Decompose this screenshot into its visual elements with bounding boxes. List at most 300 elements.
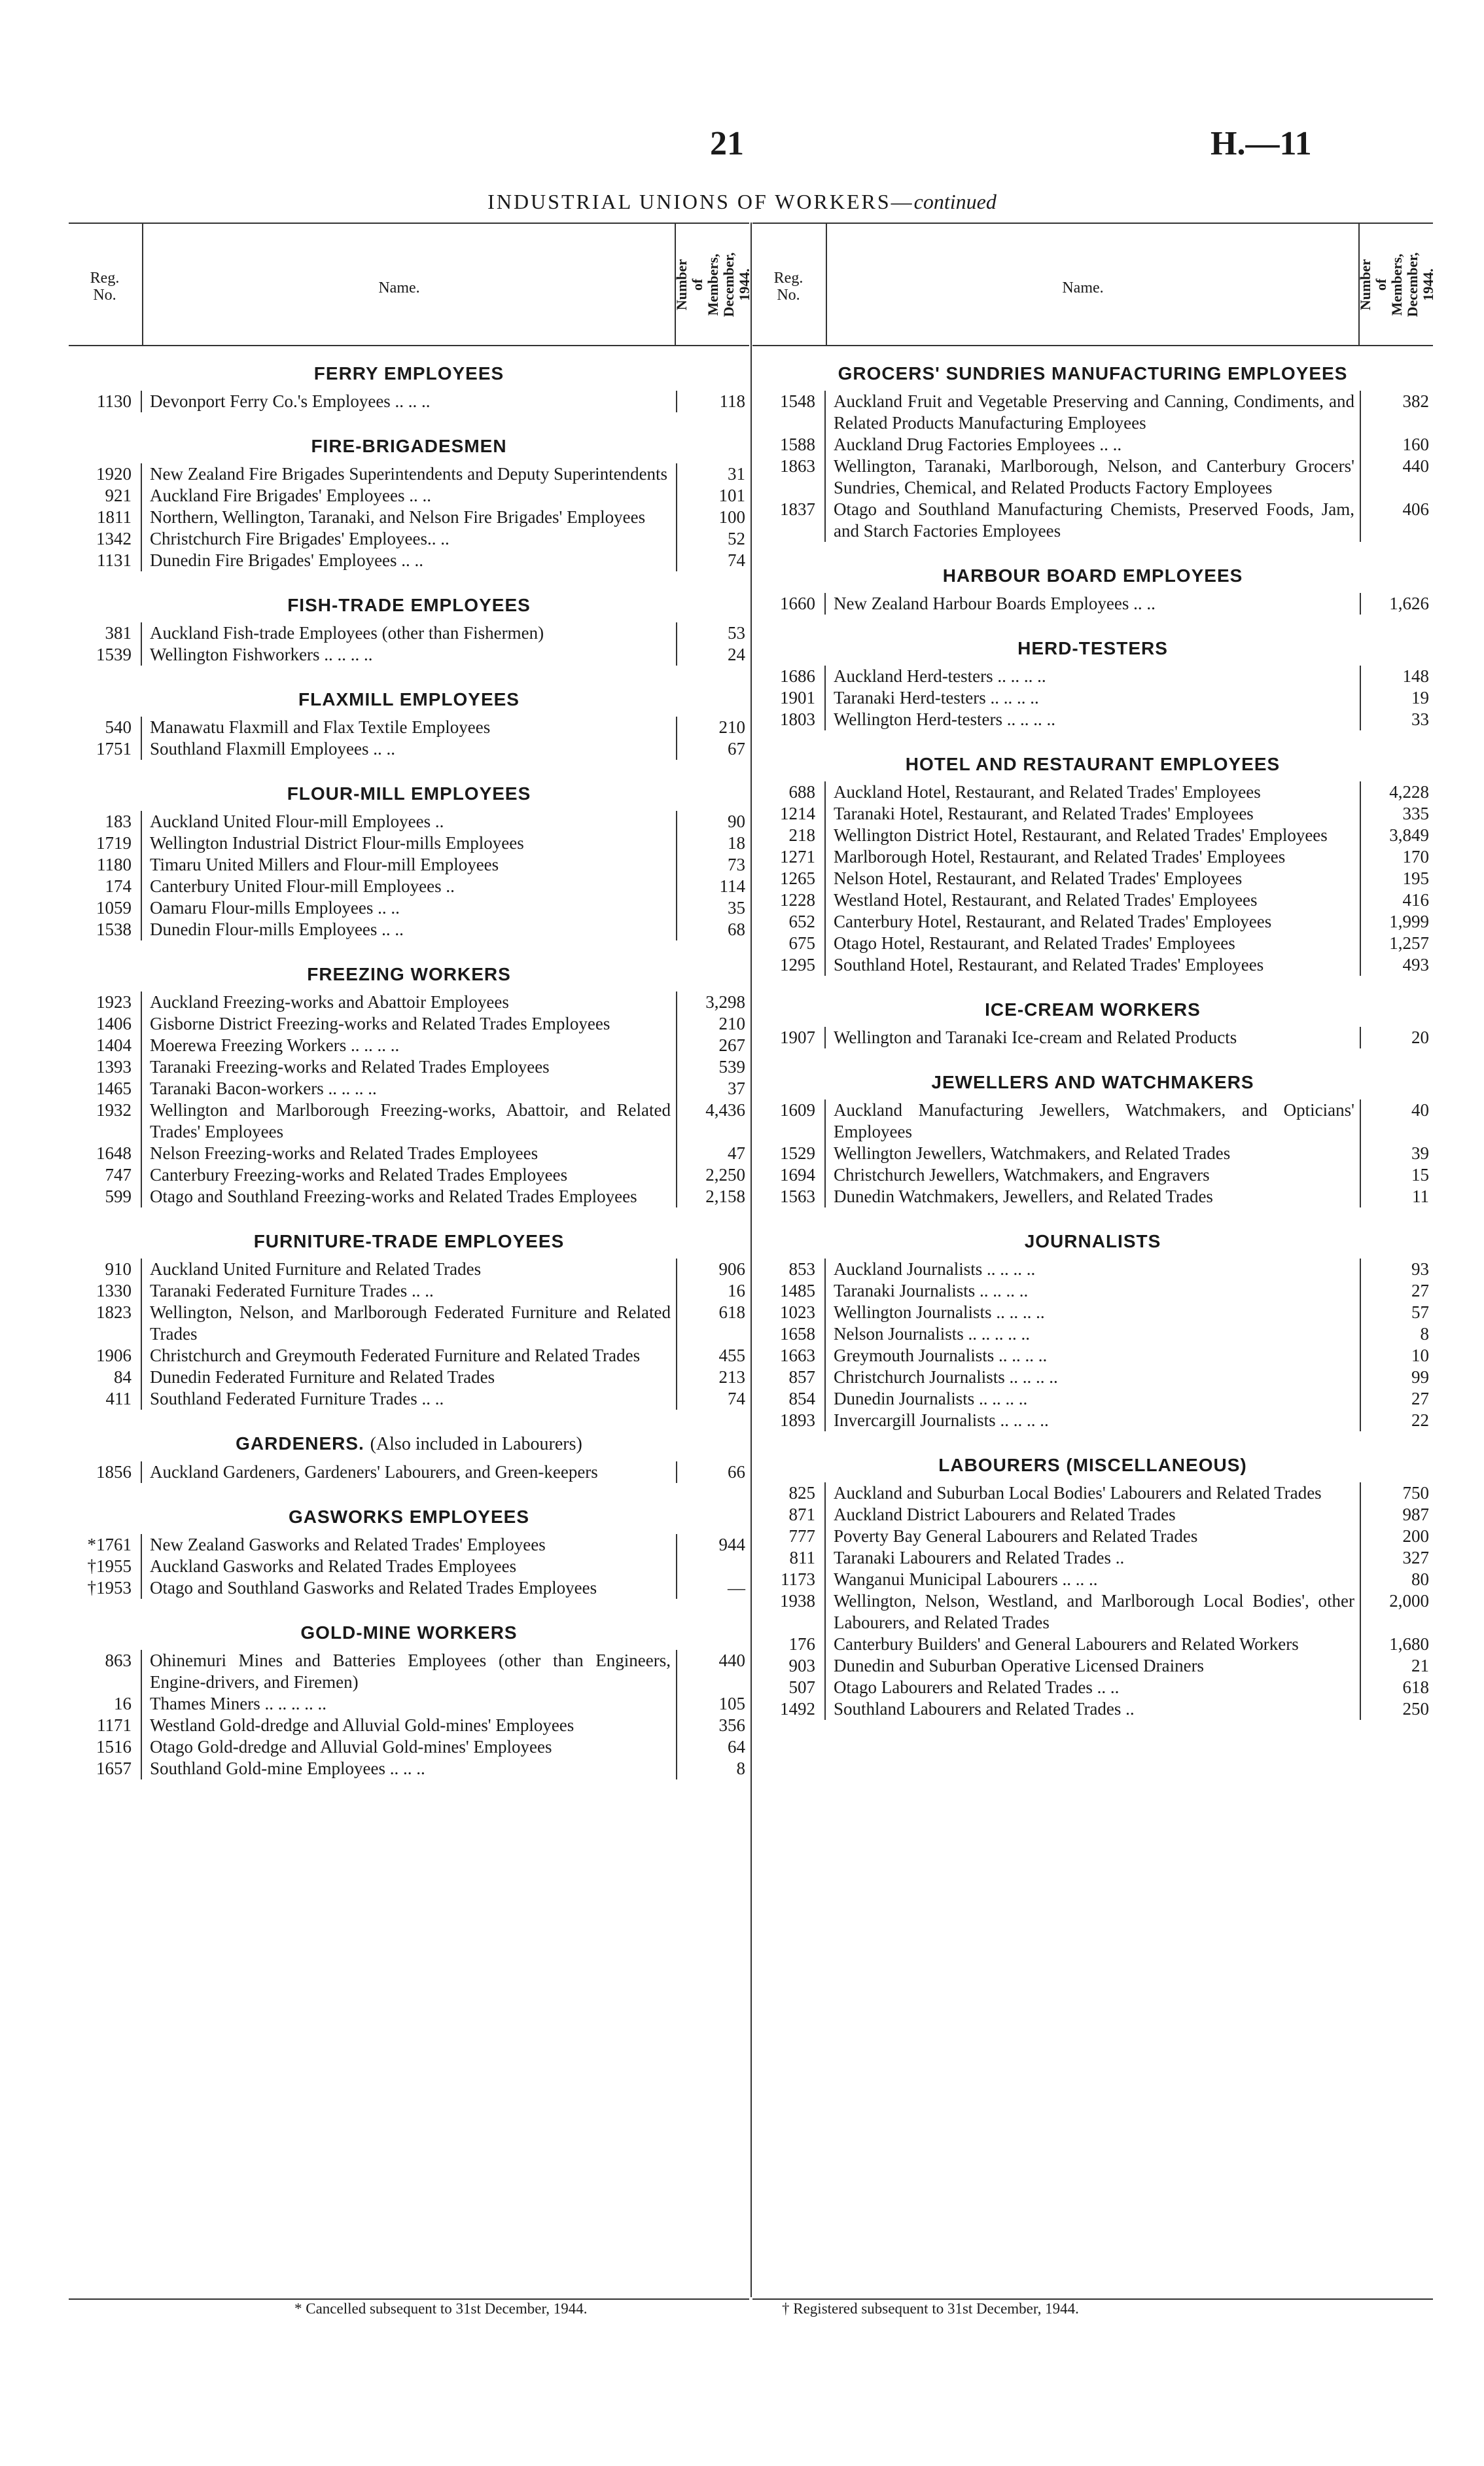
section-title-text: GARDENERS. bbox=[236, 1433, 364, 1454]
reg-no-cell: *1761 bbox=[87, 1535, 132, 1554]
members-cell: 99 bbox=[1411, 1367, 1429, 1387]
union-name-cell: Otago Hotel, Restaurant, and Related Trades' Employees bbox=[824, 933, 1361, 954]
section-title-text: LABOURERS (MISCELLANEOUS) bbox=[938, 1455, 1247, 1475]
union-name-cell: Taranaki Labourers and Related Trades .. bbox=[824, 1547, 1361, 1569]
section-title bbox=[752, 1231, 1433, 1252]
members-cell: 52 bbox=[728, 529, 745, 548]
union-name-cell: Thames Miners .. .. .. .. .. bbox=[141, 1693, 677, 1715]
reg-no-cell: 903 bbox=[788, 1656, 815, 1675]
union-section bbox=[752, 754, 1433, 976]
section-title-text: FIRE-BRIGADESMEN bbox=[311, 436, 507, 456]
members-cell: 10 bbox=[1411, 1346, 1429, 1365]
union-section bbox=[69, 363, 749, 412]
section-title-text: GASWORKS EMPLOYEES bbox=[288, 1507, 530, 1527]
reg-no-cell: 1588 bbox=[780, 435, 815, 454]
union-section bbox=[752, 999, 1433, 1048]
table-row bbox=[752, 456, 1433, 499]
union-name-cell: Southland Hotel, Restaurant, and Related Trades' Employees bbox=[824, 954, 1361, 976]
right-column-body bbox=[752, 363, 1433, 1720]
union-name-cell: Dunedin Journalists .. .. .. .. bbox=[824, 1388, 1361, 1410]
union-name-cell: Auckland United Furniture and Related Trades bbox=[141, 1259, 677, 1280]
members-header bbox=[1357, 224, 1436, 345]
reg-no-cell: 381 bbox=[105, 623, 132, 643]
table-row bbox=[69, 463, 749, 485]
union-name-cell: Taranaki Herd-testers .. .. .. .. bbox=[824, 687, 1361, 709]
table-row bbox=[752, 1367, 1433, 1388]
reg-no-cell: 1907 bbox=[780, 1028, 815, 1047]
reg-no-cell: 1893 bbox=[780, 1410, 815, 1430]
union-section bbox=[69, 689, 749, 760]
union-section bbox=[69, 1433, 749, 1483]
reg-no-cell: 174 bbox=[105, 876, 132, 896]
reg-no-cell: 218 bbox=[788, 825, 815, 845]
table-row bbox=[69, 897, 749, 919]
section-title-text: ICE-CREAM WORKERS bbox=[985, 999, 1201, 1020]
table-row bbox=[752, 1388, 1433, 1410]
union-name-cell: Southland Flaxmill Employees .. .. bbox=[141, 738, 677, 760]
reg-no-cell: 1803 bbox=[780, 709, 815, 729]
table-row bbox=[69, 811, 749, 832]
reg-no-cell: 857 bbox=[788, 1367, 815, 1387]
union-section bbox=[752, 565, 1433, 615]
table-row bbox=[752, 1410, 1433, 1431]
reg-no-cell: 183 bbox=[105, 812, 132, 831]
members-cell: 90 bbox=[728, 812, 745, 831]
members-cell: 618 bbox=[718, 1302, 745, 1322]
table-row bbox=[69, 1164, 749, 1186]
members-cell: 356 bbox=[718, 1715, 745, 1735]
members-cell: 3,849 bbox=[1389, 825, 1429, 845]
reg-no-cell: 811 bbox=[789, 1548, 815, 1567]
table-row bbox=[752, 911, 1433, 933]
reg-no-cell: 825 bbox=[788, 1483, 815, 1503]
reg-no-cell: 1173 bbox=[781, 1569, 815, 1589]
members-cell: 40 bbox=[1411, 1100, 1429, 1120]
column-divider bbox=[751, 223, 752, 2297]
table-row bbox=[752, 687, 1433, 709]
members-cell: 618 bbox=[1402, 1677, 1429, 1697]
members-cell: 24 bbox=[728, 645, 745, 664]
document-code: H.—11 bbox=[1210, 125, 1312, 162]
reg-no-cell: 1663 bbox=[780, 1346, 815, 1365]
union-name-cell: Taranaki Freezing-works and Related Trades Employees bbox=[141, 1056, 677, 1078]
section-title-text: FREEZING WORKERS bbox=[307, 964, 511, 984]
members-cell: 18 bbox=[728, 833, 745, 853]
union-name-cell: Southland Gold-mine Employees .. .. .. bbox=[141, 1758, 677, 1779]
table-row bbox=[69, 1715, 749, 1736]
members-cell: 22 bbox=[1411, 1410, 1429, 1430]
members-cell: 114 bbox=[719, 876, 745, 896]
table-row bbox=[69, 1280, 749, 1302]
union-section bbox=[752, 1072, 1433, 1207]
reg-no-cell: 1516 bbox=[96, 1737, 132, 1757]
section-title bbox=[752, 1072, 1433, 1093]
members-cell: 11 bbox=[1412, 1187, 1429, 1206]
table-row bbox=[752, 1677, 1433, 1698]
table-row bbox=[752, 1280, 1433, 1302]
union-name-cell: Auckland Fire Brigades' Employees .. .. bbox=[141, 485, 677, 507]
union-name-cell: Auckland Journalists .. .. .. .. bbox=[824, 1259, 1361, 1280]
reg-no-cell: 1863 bbox=[780, 456, 815, 476]
union-name-cell: Nelson Hotel, Restaurant, and Related Trades' Employees bbox=[824, 868, 1361, 889]
reg-no-cell: 1751 bbox=[96, 739, 132, 759]
table-row bbox=[69, 391, 749, 412]
members-cell: 66 bbox=[728, 1462, 745, 1482]
members-cell: 27 bbox=[1411, 1389, 1429, 1408]
reg-no-cell: 1657 bbox=[96, 1759, 132, 1778]
union-name-cell: Auckland Hotel, Restaurant, and Related Trades' Employees bbox=[824, 781, 1361, 803]
table-row bbox=[752, 1569, 1433, 1590]
table-row bbox=[69, 1388, 749, 1410]
union-name-cell: Dunedin Federated Furniture and Related Trades bbox=[141, 1367, 677, 1388]
name-header: Name. bbox=[378, 279, 420, 296]
left-column-table bbox=[69, 223, 752, 2300]
table-row bbox=[752, 709, 1433, 730]
table-row bbox=[752, 781, 1433, 803]
reg-no-cell: 1811 bbox=[97, 507, 132, 527]
reg-no-cell: 747 bbox=[105, 1165, 132, 1185]
reg-no-cell: 1529 bbox=[780, 1143, 815, 1163]
union-name-cell: Christchurch Jewellers, Watchmakers, and Engravers bbox=[824, 1164, 1361, 1186]
section-title-text: GROCERS' SUNDRIES MANUFACTURING EMPLOYEES bbox=[838, 363, 1348, 384]
members-cell: 68 bbox=[728, 920, 745, 939]
section-title bbox=[752, 754, 1433, 775]
union-name-cell: Wellington, Nelson, and Marlborough Federated Furniture and Related Trades bbox=[141, 1302, 677, 1345]
reg-no-cell: 1823 bbox=[96, 1302, 132, 1322]
members-cell: 200 bbox=[1402, 1526, 1429, 1546]
members-cell: 101 bbox=[718, 486, 745, 505]
right-column-table bbox=[752, 223, 1436, 2300]
table-row bbox=[69, 1035, 749, 1056]
members-cell: 27 bbox=[1411, 1281, 1429, 1300]
reg-no-cell: 675 bbox=[788, 933, 815, 953]
members-cell: 53 bbox=[728, 623, 745, 643]
table-row bbox=[752, 1482, 1433, 1504]
reg-no-cell: 411 bbox=[105, 1389, 132, 1408]
reg-no-cell: 599 bbox=[105, 1187, 132, 1206]
members-cell: 3,298 bbox=[705, 992, 745, 1012]
table-row bbox=[69, 528, 749, 550]
section-title-text: HOTEL AND RESTAURANT EMPLOYEES bbox=[905, 754, 1281, 774]
section-note: (Also included in Labourers) bbox=[370, 1434, 582, 1454]
union-name-cell: Otago and Southland Gasworks and Related Trades Employees bbox=[141, 1577, 677, 1599]
table-row bbox=[752, 1345, 1433, 1367]
union-name-cell: Ohinemuri Mines and Batteries Employees (other than Engineers, Engine-drivers, and Firemen) bbox=[141, 1650, 677, 1693]
section-title-text: FISH-TRADE EMPLOYEES bbox=[287, 595, 531, 615]
reg-no-cell: 1393 bbox=[96, 1057, 132, 1077]
reg-no-cell: 688 bbox=[788, 782, 815, 802]
table-row bbox=[752, 825, 1433, 846]
reg-no-cell: 1465 bbox=[96, 1079, 132, 1098]
union-name-cell: Auckland Fish-trade Employees (other than Fishermen) bbox=[141, 622, 677, 644]
union-name-cell: Wanganui Municipal Labourers .. .. .. bbox=[824, 1569, 1361, 1590]
reg-no-cell: 652 bbox=[788, 912, 815, 931]
reg-no-cell: 1694 bbox=[780, 1165, 815, 1185]
members-cell: 944 bbox=[718, 1535, 745, 1554]
reg-no-cell: 863 bbox=[105, 1651, 132, 1670]
members-cell: 148 bbox=[1402, 666, 1429, 686]
reg-no-cell: 84 bbox=[114, 1367, 132, 1387]
table-row bbox=[69, 1693, 749, 1715]
table-row bbox=[69, 1078, 749, 1099]
reg-no-cell: 1271 bbox=[780, 847, 815, 867]
reg-no-cell: 1660 bbox=[780, 594, 815, 613]
members-cell: 416 bbox=[1402, 890, 1429, 910]
members-cell: 118 bbox=[719, 391, 745, 411]
union-name-cell: Wellington Herd-testers .. .. .. .. bbox=[824, 709, 1361, 730]
members-cell: 210 bbox=[718, 1014, 745, 1033]
union-name-cell: Canterbury Builders' and General Labourers and Related Workers bbox=[824, 1634, 1361, 1655]
members-cell: 382 bbox=[1402, 391, 1429, 411]
union-name-cell: Taranaki Federated Furniture Trades .. .. bbox=[141, 1280, 677, 1302]
union-section bbox=[752, 638, 1433, 730]
members-cell: 250 bbox=[1402, 1699, 1429, 1719]
table-row bbox=[752, 933, 1433, 954]
reg-no-cell: 854 bbox=[788, 1389, 815, 1408]
left-column-body bbox=[69, 363, 749, 1779]
union-name-cell: Christchurch Fire Brigades' Employees.. .. bbox=[141, 528, 677, 550]
reg-no-cell: 777 bbox=[788, 1526, 815, 1546]
reg-no-cell: 1686 bbox=[780, 666, 815, 686]
section-title bbox=[69, 783, 749, 804]
members-cell: 31 bbox=[728, 464, 745, 484]
union-name-cell: Invercargill Journalists .. .. .. .. bbox=[824, 1410, 1361, 1431]
section-title-text: FURNITURE-TRADE EMPLOYEES bbox=[253, 1231, 565, 1251]
union-name-cell: Devonport Ferry Co.'s Employees .. .. .. bbox=[141, 391, 677, 412]
reg-no-cell: 1920 bbox=[96, 464, 132, 484]
members-cell: 74 bbox=[728, 550, 745, 570]
reg-no-cell: †1955 bbox=[87, 1556, 132, 1576]
union-section bbox=[69, 1622, 749, 1779]
union-name-cell: Gisborne District Freezing-works and Related Trades Employees bbox=[141, 1013, 677, 1035]
table-row bbox=[69, 1461, 749, 1483]
members-header-text: Number of Members, December, 1944. bbox=[673, 252, 752, 317]
members-cell: 47 bbox=[728, 1143, 745, 1163]
union-name-cell: Wellington Journalists .. .. .. .. bbox=[824, 1302, 1361, 1323]
table-row bbox=[69, 854, 749, 876]
section-title bbox=[69, 1433, 749, 1455]
table-row bbox=[752, 954, 1433, 976]
union-name-cell: Wellington Jewellers, Watchmakers, and Related Trades bbox=[824, 1143, 1361, 1164]
reg-no-cell: 1837 bbox=[780, 499, 815, 519]
reg-no-cell: 1923 bbox=[96, 992, 132, 1012]
members-cell: 906 bbox=[718, 1259, 745, 1279]
members-cell: 73 bbox=[728, 855, 745, 874]
reg-no-cell: †1953 bbox=[87, 1578, 132, 1598]
table-row bbox=[69, 1556, 749, 1577]
table-row bbox=[752, 889, 1433, 911]
page-title bbox=[0, 190, 1484, 214]
section-title-text: FERRY EMPLOYEES bbox=[313, 363, 504, 384]
reg-no-cell: 1404 bbox=[96, 1035, 132, 1055]
table-row bbox=[69, 1367, 749, 1388]
reg-no-cell: 910 bbox=[105, 1259, 132, 1279]
members-cell: 1,999 bbox=[1389, 912, 1429, 931]
union-name-cell: Wellington District Hotel, Restaurant, and Related Trades' Employees bbox=[824, 825, 1361, 846]
members-cell: 37 bbox=[728, 1079, 745, 1098]
members-cell: 39 bbox=[1411, 1143, 1429, 1163]
union-name-cell: Northern, Wellington, Taranaki, and Nelson Fire Brigades' Employees bbox=[141, 507, 677, 528]
section-title-text: JEWELLERS AND WATCHMAKERS bbox=[931, 1072, 1254, 1092]
union-name-cell: Westland Hotel, Restaurant, and Related Trades' Employees bbox=[824, 889, 1361, 911]
reg-no-header: Reg. No. bbox=[773, 270, 804, 304]
section-title-text: HARBOUR BOARD EMPLOYEES bbox=[942, 565, 1243, 586]
reg-no-cell: 16 bbox=[114, 1694, 132, 1713]
reg-no-cell: 1563 bbox=[780, 1187, 815, 1206]
table-row bbox=[752, 1143, 1433, 1164]
section-title-text: GOLD-MINE WORKERS bbox=[300, 1622, 518, 1643]
table-row bbox=[69, 832, 749, 854]
members-cell bbox=[677, 1556, 749, 1577]
reg-no-cell: 1648 bbox=[96, 1143, 132, 1163]
union-section bbox=[69, 964, 749, 1207]
members-cell: 64 bbox=[728, 1737, 745, 1757]
table-row bbox=[69, 550, 749, 571]
table-row bbox=[752, 593, 1433, 615]
members-cell: 539 bbox=[718, 1057, 745, 1077]
table-row bbox=[69, 992, 749, 1013]
table-row bbox=[69, 1013, 749, 1035]
union-name-cell: Canterbury United Flour-mill Employees .. bbox=[141, 876, 677, 897]
table-row bbox=[69, 485, 749, 507]
union-name-cell: Auckland Freezing-works and Abattoir Employees bbox=[141, 992, 677, 1013]
members-cell: 160 bbox=[1402, 435, 1429, 454]
table-row bbox=[752, 1698, 1433, 1720]
members-cell: 80 bbox=[1411, 1569, 1429, 1589]
union-name-cell: Wellington, Nelson, Westland, and Marlborough Local Bodies', other Labourers, and Related Trades bbox=[824, 1590, 1361, 1634]
union-name-cell: Otago Gold-dredge and Alluvial Gold-mines' Employees bbox=[141, 1736, 677, 1758]
union-name-cell: Auckland United Flour-mill Employees .. bbox=[141, 811, 677, 832]
union-section bbox=[752, 1455, 1433, 1720]
members-cell: 2,250 bbox=[705, 1165, 745, 1185]
union-section bbox=[69, 595, 749, 666]
section-title bbox=[69, 436, 749, 457]
union-name-cell: Dunedin and Suburban Operative Licensed Drainers bbox=[824, 1655, 1361, 1677]
union-name-cell: Timaru United Millers and Flour-mill Employees bbox=[141, 854, 677, 876]
members-cell: 19 bbox=[1411, 688, 1429, 707]
union-name-cell: Nelson Freezing-works and Related Trades Employees bbox=[141, 1143, 677, 1164]
table-row bbox=[69, 919, 749, 940]
members-cell: 1,257 bbox=[1389, 933, 1429, 953]
table-row bbox=[752, 1504, 1433, 1526]
table-row bbox=[752, 666, 1433, 687]
members-cell: 267 bbox=[718, 1035, 745, 1055]
members-cell: 2,000 bbox=[1389, 1591, 1429, 1611]
union-name-cell: Manawatu Flaxmill and Flax Textile Employees bbox=[141, 717, 677, 738]
members-cell: 57 bbox=[1411, 1302, 1429, 1322]
union-name-cell: Canterbury Freezing-works and Related Trades Employees bbox=[141, 1164, 677, 1186]
members-cell: 213 bbox=[718, 1367, 745, 1387]
union-name-cell: New Zealand Harbour Boards Employees .. .. bbox=[824, 593, 1361, 615]
table-row bbox=[69, 876, 749, 897]
table-row bbox=[69, 622, 749, 644]
reg-no-cell: 1180 bbox=[97, 855, 132, 874]
union-name-cell: Poverty Bay General Labourers and Related Trades bbox=[824, 1526, 1361, 1547]
reg-no-cell: 1539 bbox=[96, 645, 132, 664]
reg-no-cell: 540 bbox=[105, 717, 132, 737]
members-cell: 1,680 bbox=[1389, 1634, 1429, 1654]
members-cell: 987 bbox=[1402, 1505, 1429, 1524]
members-cell: 15 bbox=[1411, 1165, 1429, 1185]
members-cell: 170 bbox=[1402, 847, 1429, 867]
union-name-cell: Oamaru Flour-mills Employees .. .. bbox=[141, 897, 677, 919]
table-row bbox=[69, 717, 749, 738]
section-title bbox=[752, 565, 1433, 586]
members-cell: 35 bbox=[728, 898, 745, 918]
members-cell: 20 bbox=[1411, 1028, 1429, 1047]
reg-no-cell: 1214 bbox=[780, 804, 815, 823]
table-row bbox=[752, 1323, 1433, 1345]
members-header-text: Number of Members, December, 1944. bbox=[1357, 252, 1436, 317]
table-row bbox=[69, 1302, 749, 1345]
reg-no-cell: 1406 bbox=[96, 1014, 132, 1033]
reg-no-cell: 176 bbox=[788, 1634, 815, 1654]
column-header bbox=[752, 224, 1436, 346]
union-name-cell: Otago and Southland Manufacturing Chemists, Preserved Foods, Jam, and Starch Factories Employees bbox=[824, 499, 1361, 542]
members-cell: 105 bbox=[718, 1694, 745, 1713]
members-cell: 406 bbox=[1402, 499, 1429, 519]
union-name-cell: Auckland Herd-testers .. .. .. .. bbox=[824, 666, 1361, 687]
union-name-cell: Southland Federated Furniture Trades .. .. bbox=[141, 1388, 677, 1410]
reg-no-cell: 1171 bbox=[97, 1715, 132, 1735]
members-cell: 493 bbox=[1402, 955, 1429, 974]
members-cell: 8 bbox=[736, 1759, 745, 1778]
title-suffix: continued bbox=[913, 190, 997, 213]
members-cell: 4,228 bbox=[1389, 782, 1429, 802]
table-row bbox=[69, 1758, 749, 1779]
members-cell: 8 bbox=[1420, 1324, 1429, 1344]
union-name-cell: Auckland Gasworks and Related Trades Employees bbox=[141, 1556, 677, 1577]
members-cell: 1,626 bbox=[1389, 594, 1429, 613]
table-row bbox=[752, 499, 1433, 542]
table-row bbox=[752, 1526, 1433, 1547]
table-row bbox=[69, 1345, 749, 1367]
reg-no-cell: 507 bbox=[788, 1677, 815, 1697]
union-name-cell: Taranaki Journalists .. .. .. .. bbox=[824, 1280, 1361, 1302]
members-cell: 750 bbox=[1402, 1483, 1429, 1503]
table-row bbox=[69, 1143, 749, 1164]
union-name-cell: Auckland Fruit and Vegetable Preserving and Canning, Condiments, and Related Products Manufacturing Employees bbox=[824, 391, 1361, 434]
members-cell: 440 bbox=[1402, 456, 1429, 476]
section-title-text: FLOUR-MILL EMPLOYEES bbox=[287, 783, 531, 804]
members-cell: 327 bbox=[1402, 1548, 1429, 1567]
name-header: Name. bbox=[1062, 279, 1104, 296]
union-name-cell: Otago and Southland Freezing-works and Related Trades Employees bbox=[141, 1186, 677, 1207]
reg-no-cell: 1906 bbox=[96, 1346, 132, 1365]
section-title-text: HERD-TESTERS bbox=[1017, 638, 1168, 658]
section-title bbox=[69, 363, 749, 384]
column-header bbox=[69, 224, 752, 346]
table-row bbox=[752, 1099, 1433, 1143]
reg-no-cell: 921 bbox=[105, 486, 132, 505]
members-cell: 4,436 bbox=[705, 1100, 745, 1120]
union-section bbox=[752, 1231, 1433, 1431]
union-name-cell: Marlborough Hotel, Restaurant, and Related Trades' Employees bbox=[824, 846, 1361, 868]
section-title bbox=[69, 689, 749, 710]
reg-no-cell: 1295 bbox=[780, 955, 815, 974]
union-name-cell: Christchurch and Greymouth Federated Furniture and Related Trades bbox=[141, 1345, 677, 1367]
union-name-cell: Auckland Manufacturing Jewellers, Watchmakers, and Opticians' Employees bbox=[824, 1099, 1361, 1143]
union-name-cell: Canterbury Hotel, Restaurant, and Related Trades' Employees bbox=[824, 911, 1361, 933]
reg-no-cell: 853 bbox=[788, 1259, 815, 1279]
table-row bbox=[752, 1164, 1433, 1186]
union-name-cell: Wellington and Taranaki Ice-cream and Related Products bbox=[824, 1027, 1361, 1048]
reg-no-cell: 1609 bbox=[780, 1100, 815, 1120]
reg-no-cell: 1131 bbox=[97, 550, 132, 570]
union-name-cell: New Zealand Fire Brigades Superintendents and Deputy Superintendents bbox=[141, 463, 677, 485]
table-row bbox=[69, 1577, 749, 1599]
reg-no-cell: 1932 bbox=[96, 1100, 132, 1120]
